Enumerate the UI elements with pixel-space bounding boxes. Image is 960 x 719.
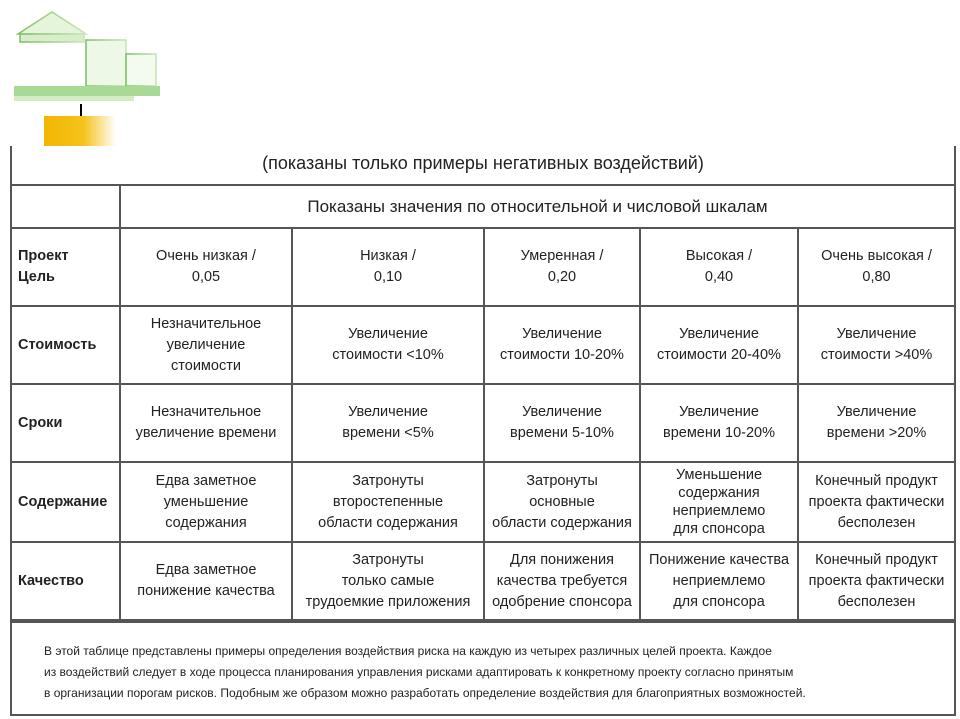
cell-line: увеличение времени (135, 425, 277, 441)
cell (292, 462, 484, 542)
level-moderate (484, 228, 640, 306)
cell-line: увеличение (166, 336, 246, 353)
cell-line: основные (529, 493, 595, 510)
corner-cell-empty (12, 186, 120, 228)
cell-line: Увеличение (679, 404, 759, 420)
cell-line: области содержания (492, 514, 632, 531)
cell-line: Увеличение (522, 326, 602, 342)
university-building-logo (12, 6, 162, 106)
cell-line: стоимости (171, 357, 241, 374)
cell (640, 306, 798, 384)
cell (484, 542, 640, 620)
cell (640, 542, 798, 620)
cell (484, 462, 640, 542)
row-label-quality: Качество (12, 542, 120, 620)
row-cost (12, 306, 954, 384)
cell-line: Понижение качества (648, 551, 790, 568)
cell-line: качества требуется (496, 572, 628, 589)
level-name: Высокая / (685, 248, 753, 264)
footnote-line: в организации порогам рисков. Подобным же образом можно разработать определение воздействия для благоприятных возможностей. (44, 686, 806, 700)
cell-line: бесполезен (837, 593, 916, 610)
cell-line: понижение качества (137, 583, 275, 599)
cell-line: стоимости >40% (820, 347, 933, 363)
level-very-high (798, 228, 954, 306)
cell-line: содержания (165, 514, 247, 531)
corner-label (12, 228, 120, 306)
row-label-scope: Содержание (12, 462, 120, 542)
level-name: Очень низкая / (156, 248, 256, 264)
cell-line: Увеличение (679, 326, 759, 342)
impact-scale-document (10, 146, 956, 716)
level-value: 0,20 (547, 269, 577, 285)
cell-line: для спонсора (673, 593, 765, 610)
cell (120, 542, 292, 620)
level-high (640, 228, 798, 306)
cell (640, 384, 798, 462)
cell (798, 462, 954, 542)
cell-line: Затронуты (352, 551, 424, 568)
cell (484, 306, 640, 384)
cell-line: Для понижения (510, 551, 614, 568)
level-value: 0,10 (373, 269, 403, 285)
table-footnote (12, 621, 954, 704)
cell (798, 542, 954, 620)
cell-line: неприемлемо (672, 503, 766, 519)
cell-line: проекта фактически (808, 572, 945, 589)
cell (798, 384, 954, 462)
cell-line: Незначительное (150, 404, 262, 420)
cell-line: только самые (341, 572, 435, 589)
level-value: 0,05 (191, 269, 221, 285)
footnote-line: из воздействий следует в ходе процесса планирования управления рисками адаптировать к конкретному проекту согласно принятым (44, 665, 794, 679)
row-scope (12, 462, 954, 542)
cell (292, 306, 484, 384)
row-schedule (12, 384, 954, 462)
cell-line: стоимости 20-40% (657, 347, 781, 363)
cell-line: уменьшение (163, 493, 249, 510)
scale-header: Показаны значения по относительной и числовой шкалам (120, 186, 954, 228)
cell (120, 384, 292, 462)
level-value: 0,40 (704, 269, 734, 285)
cell-line: стоимости 10-20% (500, 347, 624, 363)
cell-line: Увеличение (836, 404, 917, 420)
cell-line: второстепенные (332, 493, 444, 510)
levels-row (12, 228, 954, 306)
level-name: Низкая / (360, 248, 416, 264)
cell-line: области содержания (318, 514, 458, 531)
cell-line: времени <5% (342, 425, 434, 441)
level-value: 0,80 (862, 269, 891, 285)
cell-line: Конечный продукт (815, 472, 938, 489)
table-header-row (12, 186, 954, 228)
cell-line: Увеличение (348, 404, 428, 420)
level-low (292, 228, 484, 306)
cell-line: Уменьшение (675, 467, 763, 483)
cell (120, 306, 292, 384)
cell-line: содержания (678, 485, 760, 501)
row-label-cost: Стоимость (12, 306, 120, 384)
cell-line: проекта фактически (808, 493, 945, 510)
risk-impact-table (12, 186, 954, 621)
cell-line: Незначительное (150, 315, 262, 332)
cell-line: трудоемкие приложения (305, 593, 471, 610)
cell-line: времени 10-20% (663, 425, 775, 441)
cell-line: бесполезен (837, 514, 916, 531)
cell (640, 462, 798, 542)
accent-color-bar (44, 116, 116, 146)
cell-line: времени 5-10% (510, 425, 614, 441)
cell-line: Едва заметное (155, 472, 257, 489)
cell-line: Затронуты (526, 472, 598, 489)
cell (484, 384, 640, 462)
cell-line: Едва заметное (155, 562, 257, 578)
corner-label-goal: Цель (18, 269, 55, 285)
cell-line: одобрение спонсора (492, 593, 632, 610)
cell-line: времени >20% (826, 425, 927, 441)
level-name: Умеренная / (520, 248, 604, 264)
cell-line: для спонсора (673, 521, 765, 537)
cell-line: Увеличение (836, 326, 917, 342)
cell (292, 542, 484, 620)
cell-line: Увеличение (522, 404, 602, 420)
cell-line: неприемлемо (672, 572, 766, 589)
row-label-schedule: Сроки (12, 384, 120, 462)
cell (798, 306, 954, 384)
corner-label-project: Проект (18, 248, 69, 264)
level-very-low (120, 228, 292, 306)
cell-line: Увеличение (348, 326, 428, 342)
level-name: Очень высокая / (821, 248, 932, 264)
cell-line: Конечный продукт (815, 551, 938, 568)
cell-line: стоимости <10% (332, 347, 444, 363)
table-caption: (показаны только примеры негативных воздействий) (12, 146, 954, 186)
cell-line: Затронуты (352, 472, 424, 489)
footnote-line: В этой таблице представлены примеры определения воздействия риска на каждую из четырех различных целей проекта. Каждое (44, 644, 772, 658)
cell (120, 462, 292, 542)
cell (292, 384, 484, 462)
row-quality (12, 542, 954, 620)
